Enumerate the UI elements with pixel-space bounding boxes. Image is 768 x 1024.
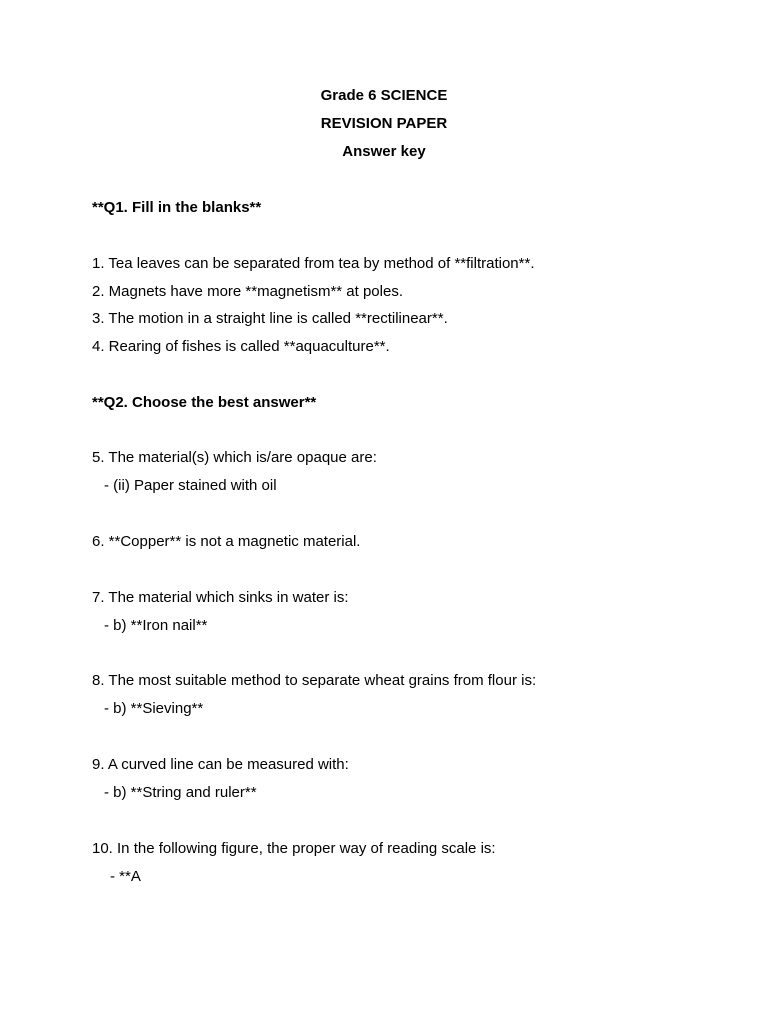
q1-item-2: 2. Magnets have more **magnetism** at poles. xyxy=(92,283,403,300)
q2-question-6: 6. **Copper** is not a magnetic material. xyxy=(92,533,361,550)
q1-heading: **Q1. Fill in the blanks** xyxy=(92,199,262,216)
document-subtitle: REVISION PAPER xyxy=(320,115,448,132)
q2-answer-5: - (ii) Paper stained with oil xyxy=(104,477,277,494)
answer-key-label: Answer key xyxy=(342,143,426,160)
q1-item-1: 1. Tea leaves can be separated from tea by method of **filtration**. xyxy=(92,255,535,272)
document-title: Grade 6 SCIENCE xyxy=(320,87,448,104)
q2-answer-8: - b) **Sieving** xyxy=(104,700,204,717)
q2-answer-10: - **A xyxy=(110,868,141,885)
q2-question-10: 10. In the following figure, the proper way of reading scale is: xyxy=(92,840,496,857)
q2-question-9: 9. A curved line can be measured with: xyxy=(92,756,349,773)
q2-answer-7: - b) **Iron nail** xyxy=(104,617,208,634)
q1-item-4: 4. Rearing of fishes is called **aquaculture**. xyxy=(92,338,390,355)
q1-item-3: 3. The motion in a straight line is called **rectilinear**. xyxy=(92,310,448,327)
q2-heading: **Q2. Choose the best answer** xyxy=(92,394,317,411)
q2-question-5: 5. The material(s) which is/are opaque are: xyxy=(92,449,377,466)
q2-question-8: 8. The most suitable method to separate wheat grains from flour is: xyxy=(92,672,537,689)
q2-question-7: 7. The material which sinks in water is: xyxy=(92,589,349,606)
q2-answer-9: - b) **String and ruler** xyxy=(104,784,257,801)
